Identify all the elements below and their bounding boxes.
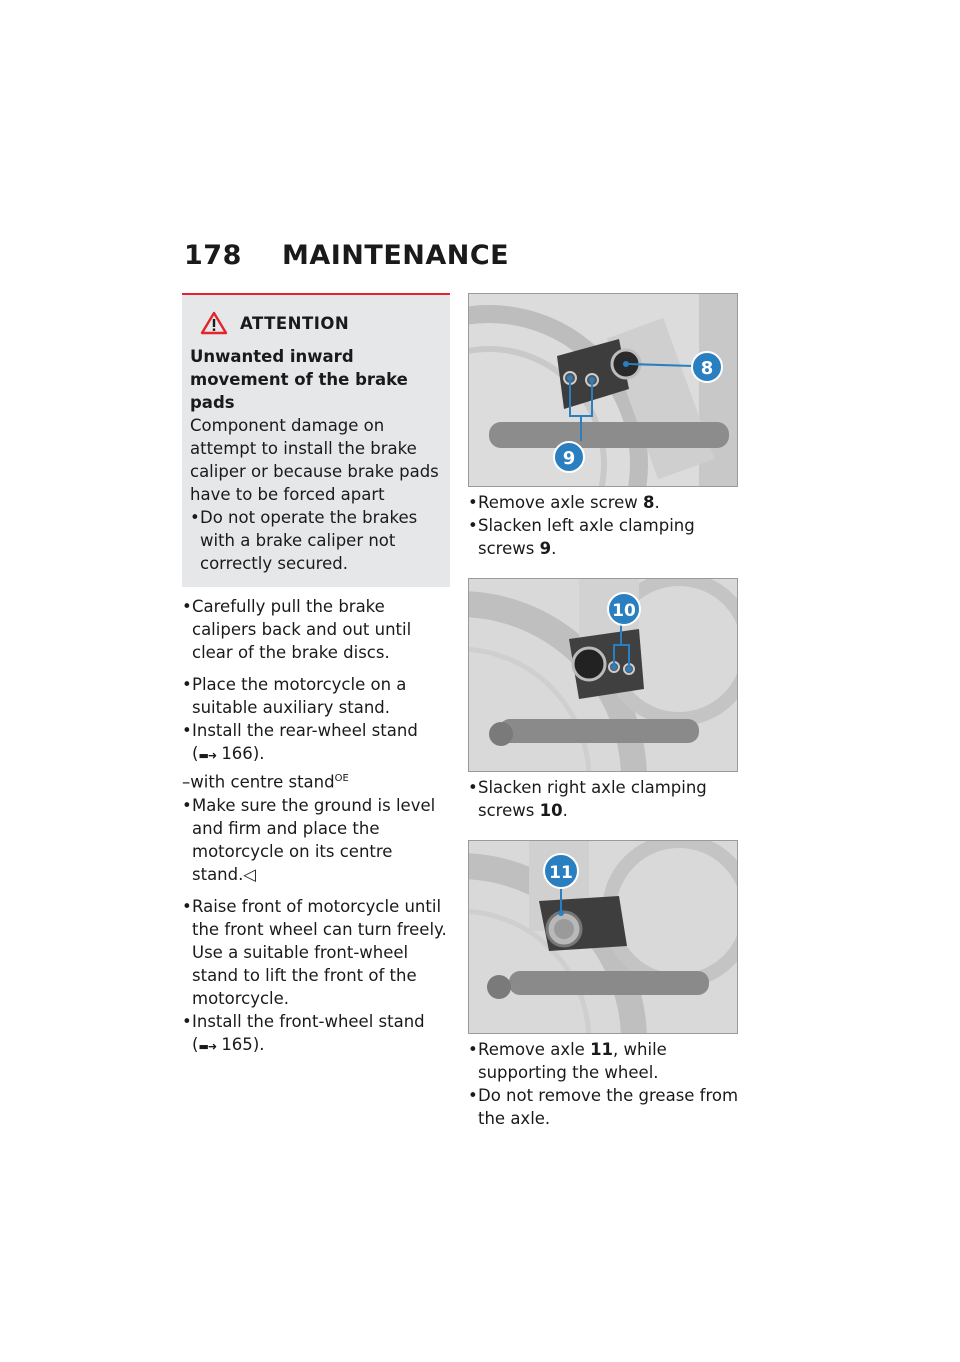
condition-centre-stand: –with centre stand$^{OE}$ — [182, 772, 349, 792]
attention-list — [190, 506, 442, 575]
right-column — [468, 293, 740, 1130]
step-remove-axle-screw: • Remove axle screw 8. — [468, 491, 740, 514]
step-raise-front: • Raise front of motorcycle until the front wheel can turn freely. Use a suitable front-wheel stand to lift the front of the motorcycle. — [182, 895, 450, 1010]
right-steps-2 — [468, 776, 740, 822]
step-auxiliary-stand: • Place the motorcycle on a suitable auxiliary stand. — [182, 673, 450, 719]
oe-mark: OE — [334, 773, 349, 784]
left-column — [182, 293, 450, 1058]
attention-heading: Unwanted inward movement of the brake pads — [190, 347, 408, 412]
figure-remove-axle-illustration — [469, 841, 737, 1033]
left-steps — [182, 595, 450, 767]
right-steps-3 — [468, 1038, 740, 1130]
right-steps-1 — [468, 491, 740, 560]
figure-right-clamping-screws — [468, 578, 738, 772]
step-slacken-right: • Slacken right axle clamping screws 10. — [468, 776, 740, 822]
page-header — [184, 240, 509, 271]
step-rear-wheel-stand: • Install the rear-wheel stand (▬➜ 166). — [182, 719, 450, 767]
callout-10-label: 10 — [612, 601, 636, 621]
callout-9-label: 9 — [562, 448, 576, 469]
step-pull-calipers: • Carefully pull the brake calipers back and out until clear of the brake discs. — [182, 595, 450, 664]
page-ref-arrow-icon: ▬➜ — [198, 749, 217, 762]
rear-stand-page-link[interactable]: 166 — [221, 744, 253, 763]
page-ref-arrow-icon: ▬➜ — [198, 1039, 217, 1053]
left-steps-2 — [182, 794, 450, 1058]
callout-11-label: 11 — [549, 863, 573, 883]
callout-8-label: 8 — [700, 358, 714, 379]
figure-axle-screw-illustration — [469, 294, 737, 486]
step-slacken-left: • Slacken left axle clamping screws 9. — [468, 514, 740, 560]
figure-axle-screw — [468, 293, 738, 487]
attention-bullet: • Do not operate the brakes with a brake caliper not correctly secured. — [190, 506, 442, 575]
page-number: 178 — [184, 240, 242, 271]
chapter-title: MAINTENANCE — [282, 240, 510, 271]
step-centre-stand: • Make sure the ground is level and firm and place the motorcycle on its centre stand.◁ — [182, 794, 450, 886]
attention-title — [190, 311, 442, 335]
step-remove-axle: • Remove axle 11, while supporting the wheel. — [468, 1038, 740, 1084]
attention-body: Component damage on attempt to install the brake caliper or because brake pads have to be forced apart — [190, 416, 439, 504]
attention-box — [182, 293, 450, 587]
warning-triangle-icon — [200, 311, 228, 335]
step-keep-grease: • Do not remove the grease from the axle. — [468, 1084, 740, 1130]
figure-remove-axle — [468, 840, 738, 1034]
front-stand-page-link[interactable]: 165 — [221, 1034, 253, 1054]
end-mark: ◁ — [243, 864, 257, 884]
step-front-wheel-stand: • Install the front-wheel stand (▬➜ 165). — [182, 1010, 450, 1058]
figure-right-clamping-illustration — [469, 579, 737, 771]
attention-label: ATTENTION — [240, 313, 350, 333]
